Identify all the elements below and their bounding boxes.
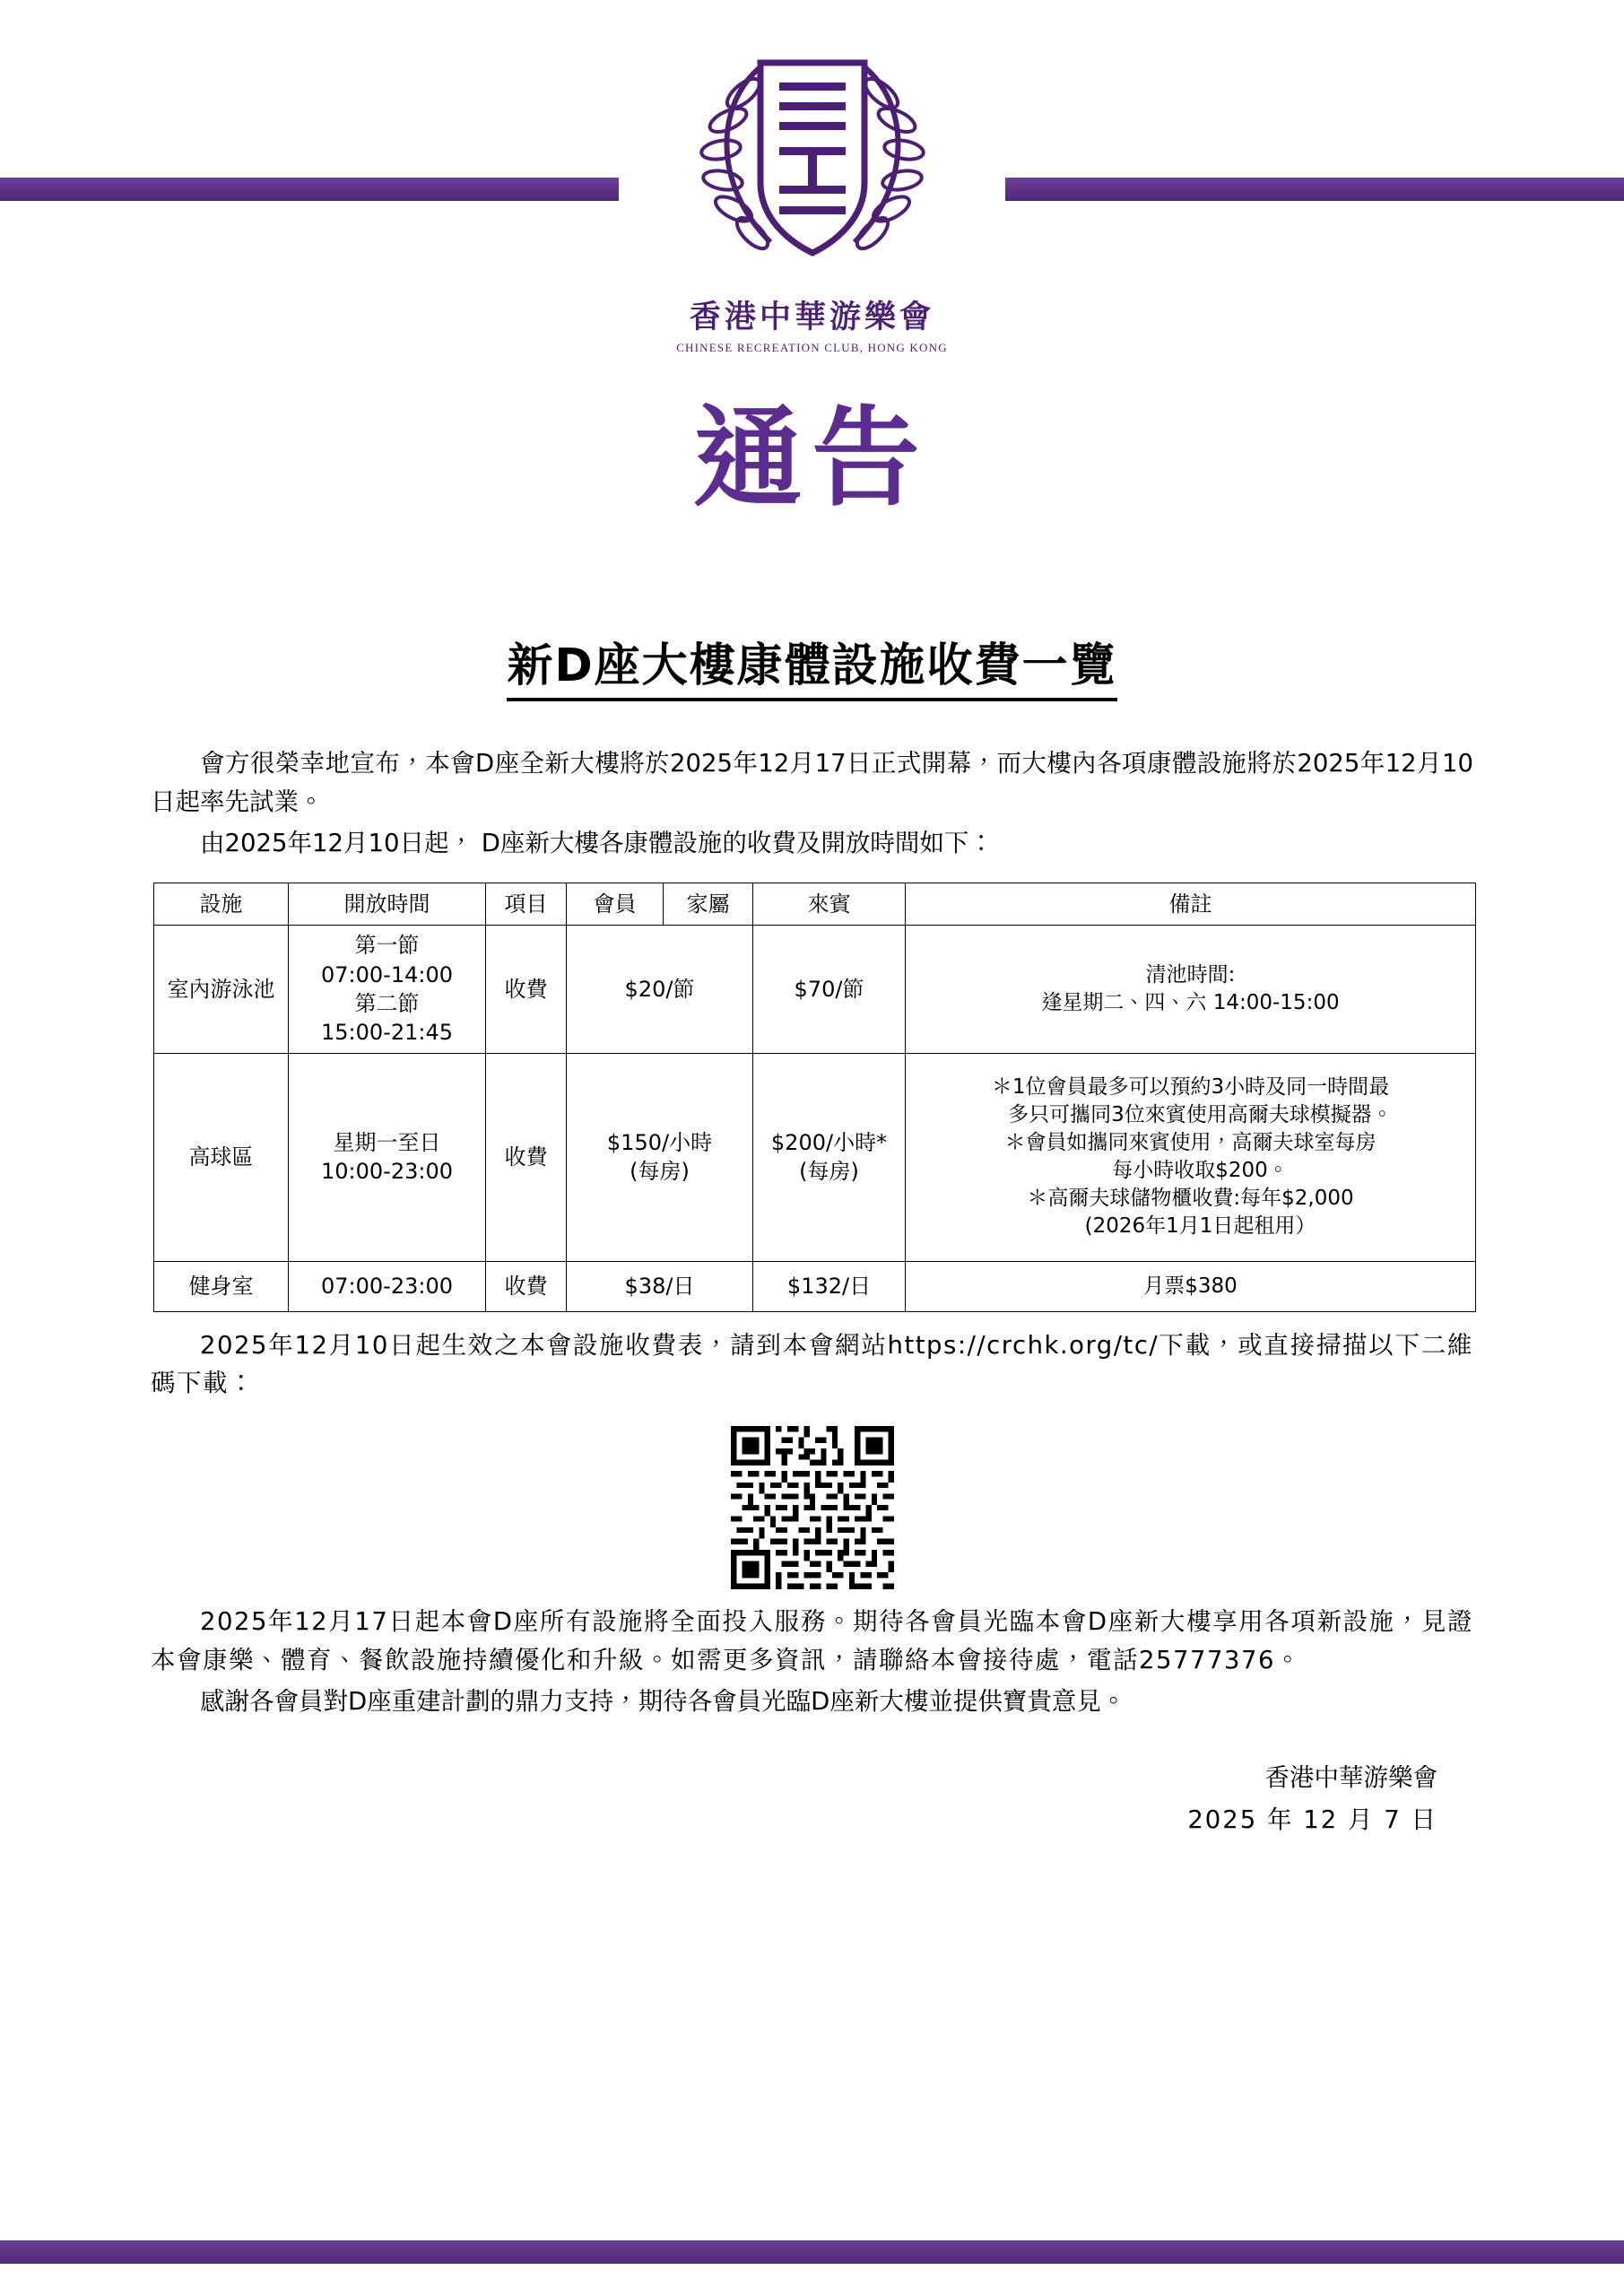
cell-hours	[289, 926, 486, 1054]
guest-fee-main: $200/小時*	[770, 1129, 888, 1155]
cell-member-fee: $38/日	[567, 1261, 753, 1311]
th-facility: 設施	[154, 883, 289, 925]
remark-line: 多只可攜同3位來賓使用高爾夫球模擬器。	[1008, 1103, 1393, 1127]
th-remarks: 備註	[906, 883, 1476, 925]
table-row	[154, 1053, 1476, 1261]
notice-body	[151, 744, 1473, 1840]
hours-line: 星期一至日	[333, 1129, 441, 1155]
cell-hours	[289, 1053, 486, 1261]
cell-hours: 07:00-23:00	[289, 1261, 486, 1311]
th-hours: 開放時間	[289, 883, 486, 925]
cell-guest-fee: $70/節	[753, 926, 906, 1054]
decorative-bar-bottom	[0, 2240, 1624, 2264]
remark-line: ＊會員如攜同來賓使用，高爾夫球室每房	[1004, 1131, 1376, 1155]
paragraph-2: 由2025年12月10日起， D座新大樓各康體設施的收費及開放時間如下：	[200, 829, 994, 858]
qr-code-icon	[731, 1426, 894, 1589]
paragraph-5: 感謝各會員對D座重建計劃的鼎力支持，期待各會員光臨D座新大樓並提供寶貴意見。	[200, 1687, 1126, 1717]
cell-member-fee	[567, 1053, 753, 1261]
paragraph-3: 2025年12月10日起生效之本會設施收費表，請到本會網站https://crchk.org/tc/下載，或直接掃描以下二維碼下載：	[151, 1330, 1473, 1398]
hours-line: 第二節	[354, 991, 420, 1017]
paragraph-4: 2025年12月17日起本會D座所有設施將全面投入服務。期待各會員光臨本會D座新大樓享用各項新設施，見證本會康樂、體育、餐飲設施持續優化和升級。如需更多資訊，請聯絡本會接待處，電話25777376。	[151, 1607, 1473, 1674]
remark-line: ＊1位會員最多可以預約3小時及同一時間最	[991, 1075, 1390, 1100]
guest-fee-sub: (每房)	[799, 1159, 859, 1185]
cell-item: 收費	[486, 926, 567, 1054]
cell-item: 收費	[486, 1053, 567, 1261]
cell-guest-fee	[753, 1053, 906, 1261]
cell-facility: 室內游泳池	[154, 926, 289, 1054]
remark-line: ＊高爾夫球儲物櫃收費:每年$2,000	[1027, 1187, 1354, 1211]
table-row	[154, 1261, 1476, 1311]
remark-line: 每小時收取$200。	[1112, 1159, 1289, 1183]
club-logo	[624, 30, 1001, 355]
notice-heading: 通告	[693, 396, 931, 521]
cell-guest-fee: $132/日	[753, 1261, 906, 1311]
th-member: 會員	[567, 883, 664, 925]
cell-remarks	[906, 926, 1476, 1054]
cell-facility: 高球區	[154, 1053, 289, 1261]
remark-line: 逢星期二、四、六 14:00-15:00	[1041, 991, 1340, 1015]
decorative-bar-left	[0, 178, 619, 201]
hours-line: 15:00-21:45	[321, 1020, 453, 1046]
fees-table	[153, 883, 1476, 1312]
logo-english-name: CHINESE RECREATION CLUB, HONG KONG	[676, 341, 948, 354]
qr-code-container	[151, 1426, 1473, 1594]
crest-icon	[664, 30, 960, 291]
remark-line: (2026年1月1日起租用）	[1084, 1214, 1316, 1239]
paragraph-1: 會方很榮幸地宣布，本會D座全新大樓將於2025年12月17日正式開幕，而大樓內各項康體設施將於2025年12月10日起率先試業。	[151, 749, 1473, 816]
decorative-bar-right	[1005, 178, 1624, 201]
member-fee-sub: (每房)	[630, 1159, 690, 1185]
th-guest: 來賓	[753, 883, 906, 925]
remark-line: 清池時間:	[1145, 963, 1236, 987]
cell-facility: 健身室	[154, 1261, 289, 1311]
page-title	[0, 628, 1624, 694]
table-row	[154, 926, 1476, 1054]
signature-org: 香港中華游樂會	[1264, 1762, 1437, 1792]
signature-date: 2025 年 12 月 7 日	[1187, 1805, 1437, 1834]
hours-line: 10:00-23:00	[321, 1159, 453, 1185]
cell-remarks	[906, 1053, 1476, 1261]
logo-chinese-name: 香港中華游樂會	[689, 300, 934, 335]
hours-line: 第一節	[354, 933, 420, 959]
cell-member-fee: $20/節	[567, 926, 753, 1054]
th-item: 項目	[486, 883, 567, 925]
hours-line: 07:00-14:00	[321, 961, 453, 987]
cell-item: 收費	[486, 1261, 567, 1311]
table-header-row	[154, 883, 1476, 925]
member-fee-main: $150/小時	[606, 1129, 713, 1155]
cell-remarks: 月票$380	[906, 1261, 1476, 1311]
signature-block	[151, 1757, 1473, 1841]
page-title-text: 新D座大樓康體設施收費一覽	[507, 639, 1116, 701]
th-family: 家屬	[664, 883, 753, 925]
